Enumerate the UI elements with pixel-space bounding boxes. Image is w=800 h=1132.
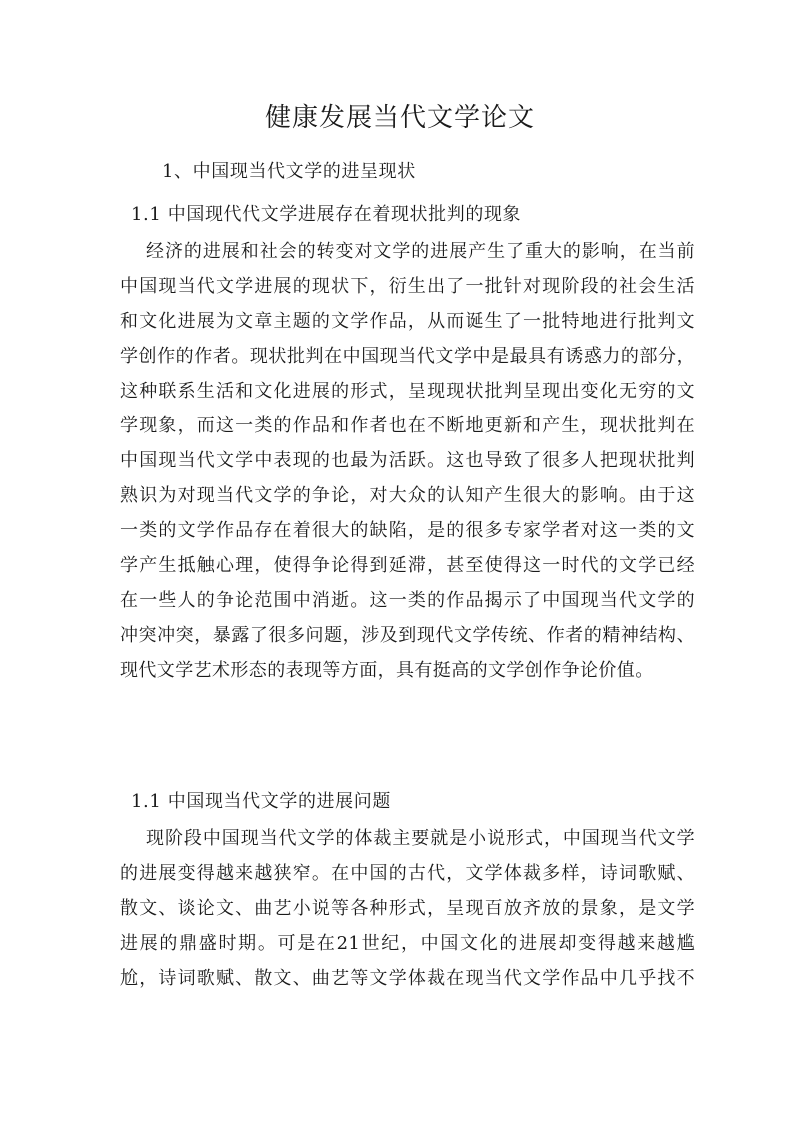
paragraph-line: 散文、谈论文、曲艺小说等各种形式，呈现百放齐放的景象，是文学 <box>120 897 695 919</box>
paragraph-line: 在一些人的争论范围中消逝。这一类的作品揭示了中国现当代文学的 <box>120 589 695 611</box>
paragraph-line: 进展的鼎盛时期。可是在21世纪，中国文化的进展却变得越来越尴 <box>120 932 695 954</box>
paragraph-line: 学产生抵触心理，使得争论得到延滞，甚至使得这一时代的文学已经 <box>120 555 695 577</box>
paragraph-line: 这种联系生活和文化进展的形式，呈现现状批判呈现出变化无穷的文 <box>120 380 695 402</box>
paragraph-line: 学现象，而这一类的作品和作者也在不断地更新和产生，现状批判在 <box>120 415 695 437</box>
paragraph-line: 现代文学艺术形态的表现等方面，具有挺高的文学创作争论价值。 <box>120 659 654 681</box>
document-title: 健康发展当代文学论文 <box>264 103 535 133</box>
paragraph-line: 熟识为对现当代文学的争论，对大众的认知产生很大的影响。由于这 <box>120 485 695 507</box>
paragraph-line: 的进展变得越来越狭窄。在中国的古代，文学体裁多样，诗词歌赋、 <box>120 862 695 884</box>
paragraph-line: 和文化进展为文章主题的文学作品，从而诞生了一批特地进行批判文 <box>120 310 695 332</box>
paragraph-line: 一类的文学作品存在着很大的缺陷，是的很多专家学者对这一类的文 <box>120 520 695 542</box>
subsection-heading-1-1-development-issues: 1.1 中国现当代文学的进展问题 <box>131 791 391 812</box>
paragraph-current-status-criticism <box>120 235 695 689</box>
paragraph-line: 冲突冲突，暴露了很多问题，涉及到现代文学传统、作者的精神结构、 <box>120 624 695 646</box>
paragraph-development-issues <box>120 822 695 996</box>
paragraph-line: 尬，诗词歌赋、散文、曲艺等文学体裁在现当代文学作品中几乎找不 <box>120 967 695 989</box>
subsection-heading-1-1: 1.1 中国现代代文学进展存在着现状批判的现象 <box>131 204 522 225</box>
paragraph-line: 经济的进展和社会的转变对文学的进展产生了重大的影响，在当前 <box>146 241 695 262</box>
paragraph-line: 学创作的作者。现状批判在中国现当代文学中是最具有诱惑力的部分， <box>120 345 695 367</box>
section-heading-1: 1、中国现当代文学的进呈现状 <box>162 161 416 182</box>
paragraph-line: 现阶段中国现当代文学的体裁主要就是小说形式，中国现当代文学 <box>146 828 695 849</box>
paragraph-line: 中国现当代文学中表现的也最为活跃。这也导致了很多人把现状批判 <box>120 450 695 472</box>
paragraph-line: 中国现当代文学进展的现状下，衍生出了一批针对现阶段的社会生活 <box>120 275 695 297</box>
